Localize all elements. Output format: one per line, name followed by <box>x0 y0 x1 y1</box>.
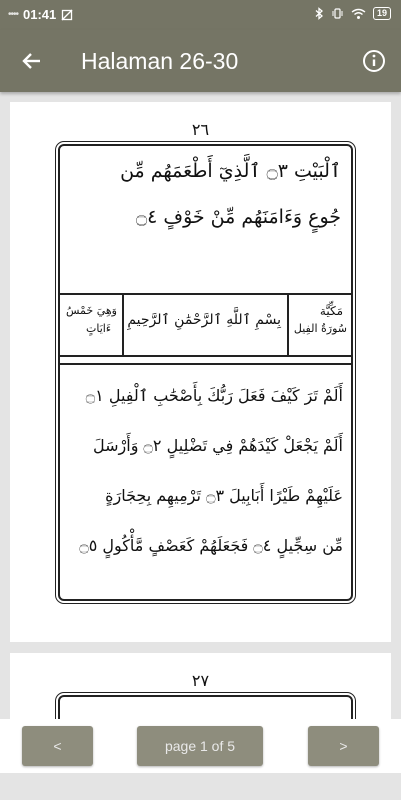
next-page-button[interactable]: > <box>308 726 379 766</box>
page-number: ٢٦ <box>191 120 210 139</box>
app-bar <box>0 30 401 92</box>
wifi-icon <box>351 8 366 20</box>
verse-line: ٱلْبَيْتِ ۝٣ ٱلَّذِيٓ أَطْعَمَهُم مِّن <box>120 160 341 182</box>
verse-count-label: ءَايَاتٍ <box>86 322 111 335</box>
verse-line: مِّن سِجِّيلٍ ۝٤ فَجَعَلَهُمْ كَعَصْفٍ مَّأْكُولٍ ۝٥ <box>79 536 343 555</box>
page-frame <box>58 695 353 719</box>
verse-line: عَلَيْهِمْ طَيْرًا أَبَابِيلَ ۝٣ تَرْمِيهِم بِحِجَارَةٍ <box>105 486 343 505</box>
prev-page-button[interactable]: < <box>22 726 93 766</box>
page-number: ٢٧ <box>191 671 210 690</box>
mushaf-page <box>10 102 391 642</box>
verse-line: أَلَمْ يَجْعَلْ كَيْدَهُمْ فِي تَضْلِيلٍ ۝٢ وَأَرْسَلَ <box>93 436 343 455</box>
page-title: Halaman 26-30 <box>81 48 239 74</box>
vibrate-icon <box>331 7 344 20</box>
page-navigation <box>0 719 401 773</box>
battery-level: 19 <box>373 7 391 20</box>
page-frame <box>58 144 353 601</box>
info-icon[interactable] <box>361 48 387 74</box>
verse-line: أَلَمْ تَرَ كَيْفَ فَعَلَ رَبُّكَ بِأَصْحَٰبِ ٱلْفِيلِ ۝١ <box>85 386 343 405</box>
back-arrow-icon[interactable] <box>16 46 46 76</box>
divider <box>287 293 289 355</box>
divider <box>122 293 124 355</box>
divider <box>60 355 351 357</box>
mushaf-scroll-area[interactable] <box>0 92 401 719</box>
verse-line: جُوعٍ وَءَامَنَهُم مِّنْ خَوْفٍ ۝٤ <box>136 206 341 228</box>
mushaf-page <box>10 653 391 719</box>
basmala: بِسْمِ ٱللَّهِ ٱلرَّحْمَٰنِ ٱلرَّحِيمِ <box>127 312 281 328</box>
surah-name-label: سُورَةُ الفِيل <box>293 322 347 335</box>
bluetooth-icon <box>315 7 324 20</box>
system-nav-bar <box>0 773 401 800</box>
divider <box>60 363 351 365</box>
status-bar <box>0 0 401 30</box>
status-time: 01:41 <box>23 7 57 22</box>
signal-dots-icon: •••• <box>8 9 19 20</box>
verse-count-label: وَهِيَ خَمْسُ <box>66 304 117 317</box>
page-indicator-button[interactable]: page 1 of 5 <box>137 726 263 766</box>
surah-type-label: مَكِّيَّة <box>319 304 343 318</box>
divider <box>60 293 351 295</box>
screenshot-icon <box>61 9 73 21</box>
